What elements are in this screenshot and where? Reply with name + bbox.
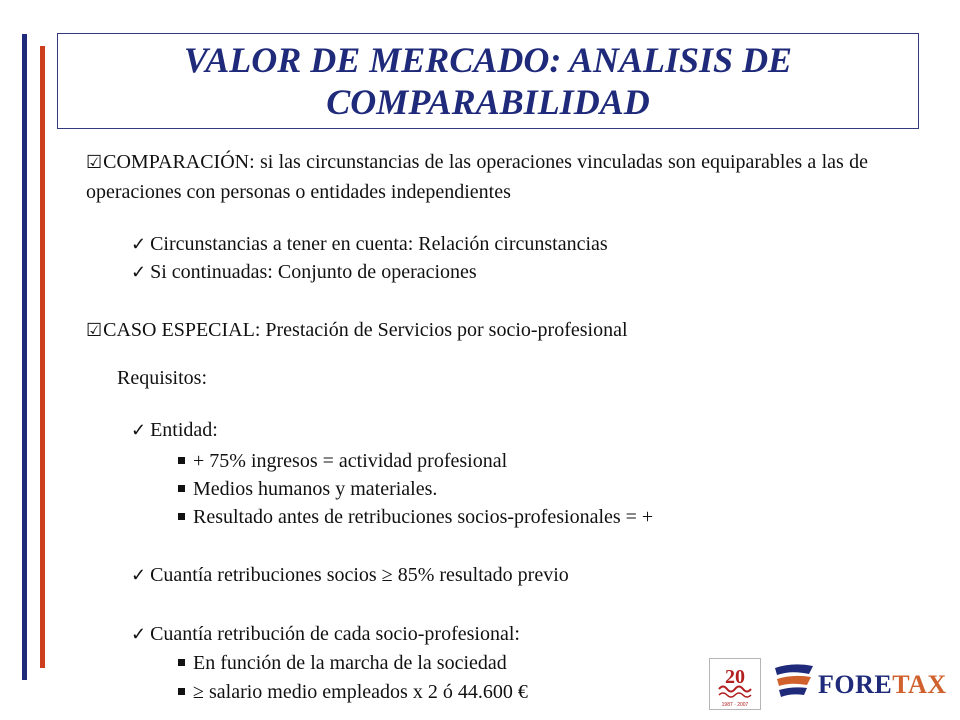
square-bullet-icon xyxy=(178,513,185,520)
medios-text: Medios humanos y materiales. xyxy=(193,478,438,500)
resultado-text: Resultado antes de retribuciones socios-profesionales = + xyxy=(193,506,654,528)
square-bullet-icon xyxy=(178,659,185,666)
ingresos-text: + 75% ingresos = actividad profesional xyxy=(193,450,508,472)
cuantia-post-text: 85% resultado previo xyxy=(397,564,569,586)
left-accent-bar-red xyxy=(40,46,45,668)
check-bullet-icon: ✓ xyxy=(131,624,147,644)
title-line-1: VALOR DE MERCADO: ANALISIS DE xyxy=(183,40,793,80)
sub-bullet-funcion xyxy=(178,651,507,675)
bullet-continuadas xyxy=(131,260,477,284)
badge-years-text: 1987 · 2007 xyxy=(721,702,749,708)
circunstancias-text: Circunstancias a tener en cuenta: Relación circunstancias xyxy=(150,233,608,255)
check-bullet-icon: ✓ xyxy=(131,420,147,440)
greater-equal-icon: ≥ xyxy=(381,564,393,586)
caso-especial xyxy=(86,318,628,342)
sub-bullet-salario xyxy=(178,680,528,704)
sub-bullet-ingresos xyxy=(178,449,507,473)
salario-text: salario medio empleados x 2 ó 44.600 € xyxy=(208,681,528,703)
svg-text:20: 20 xyxy=(725,666,745,688)
bullet-circunstancias xyxy=(131,232,608,256)
cuantia-pre-text: Cuantía retribuciones socios xyxy=(150,564,377,586)
check-bullet-icon: ✓ xyxy=(131,565,147,585)
cuantia-cada-text: Cuantía retribución de cada socio-profesional: xyxy=(150,623,520,645)
bullet-entidad xyxy=(131,418,218,442)
checkbox-bullet-icon: ☑ xyxy=(86,152,103,172)
sub-bullet-medios xyxy=(178,477,437,501)
brand-tax-text: TAX xyxy=(892,670,947,699)
comparacion-paragraph xyxy=(86,147,868,207)
square-bullet-icon xyxy=(178,485,185,492)
foretax-flag-icon xyxy=(773,662,815,702)
bullet-cuantia-cada xyxy=(131,622,520,646)
check-bullet-icon: ✓ xyxy=(131,234,147,254)
check-bullet-icon: ✓ xyxy=(131,262,147,282)
anniversary-emblem-icon xyxy=(710,659,760,709)
comparacion-text: COMPARACIÓN: si las circunstancias de las operaciones vinculadas son equiparables a las de operaciones con personas o entidades independientes xyxy=(86,151,868,203)
sub-bullet-resultado xyxy=(178,505,653,529)
continuadas-text: Si continuadas: Conjunto de operaciones xyxy=(150,261,477,283)
title-box xyxy=(57,33,919,129)
foretax-brand xyxy=(818,670,947,700)
left-accent-bar-blue xyxy=(22,34,27,680)
anniversary-logo xyxy=(709,658,761,710)
caso-especial-text: CASO ESPECIAL: Prestación de Servicios por socio-profesional xyxy=(103,319,628,341)
checkbox-bullet-icon: ☑ xyxy=(86,320,103,340)
square-bullet-icon xyxy=(178,457,185,464)
requisitos-label: Requisitos: xyxy=(117,367,208,389)
title-line-2: COMPARABILIDAD xyxy=(326,82,650,122)
square-bullet-icon xyxy=(178,688,185,695)
brand-fore-text: FORE xyxy=(818,670,893,699)
entidad-text: Entidad: xyxy=(150,419,218,441)
greater-equal-icon: ≥ xyxy=(193,681,204,703)
slide-title xyxy=(184,39,792,123)
funcion-text: En función de la marcha de la sociedad xyxy=(193,652,507,674)
bullet-cuantia-socios xyxy=(131,563,569,587)
